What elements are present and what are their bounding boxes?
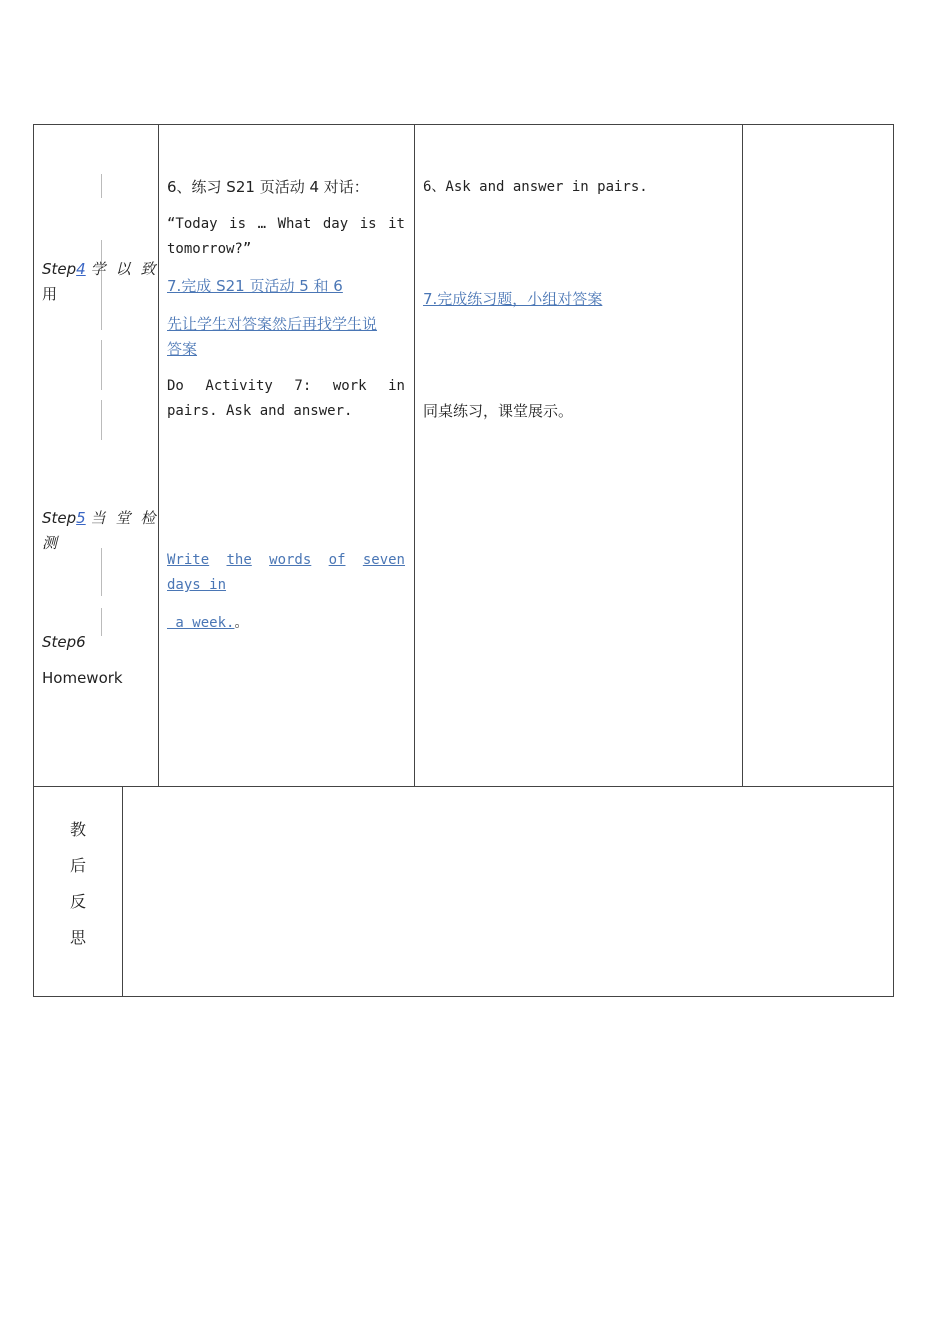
word: words bbox=[269, 552, 312, 568]
reflection-char: 后 bbox=[69, 856, 86, 875]
word: is bbox=[359, 216, 377, 232]
homework-label: Homework bbox=[42, 669, 123, 687]
word: work bbox=[332, 378, 367, 394]
word: of bbox=[328, 552, 346, 568]
word: … bbox=[257, 216, 266, 232]
homework-write-line1[interactable] bbox=[167, 548, 405, 573]
reflection-char: 教 bbox=[69, 820, 86, 839]
activity7-line2: pairs. Ask and answer. bbox=[167, 403, 353, 419]
faint-mark bbox=[101, 240, 102, 330]
student-item-6: 6、Ask and answer in pairs. bbox=[423, 179, 648, 195]
student-item-7-link[interactable]: 7.完成练习题，小组对答案 bbox=[423, 290, 603, 308]
column-divider-3 bbox=[742, 124, 743, 786]
teacher-item-7-note[interactable]: 先让学生对答案然后再找学生说 bbox=[167, 315, 378, 333]
teacher-item-7-link[interactable]: 7.完成 S21 页活动 5 和 6 bbox=[167, 277, 343, 295]
faint-mark bbox=[101, 174, 102, 198]
homework-write-line3 bbox=[167, 611, 248, 636]
dialogue-prompt-line1 bbox=[167, 212, 405, 237]
reflection-char: 思 bbox=[69, 928, 86, 947]
word: seven bbox=[362, 552, 405, 568]
word: Activity bbox=[205, 378, 273, 394]
step4-number: 4 bbox=[76, 260, 86, 278]
reflection-char: 反 bbox=[69, 892, 86, 911]
word: Do bbox=[167, 378, 184, 394]
column-divider-1 bbox=[158, 124, 159, 786]
step5-label bbox=[42, 506, 166, 531]
reflection-content-area[interactable] bbox=[123, 787, 893, 996]
word: Write bbox=[167, 552, 210, 568]
word: in bbox=[388, 378, 405, 394]
reflection-label bbox=[66, 812, 90, 956]
step5-label-cont: 测 bbox=[42, 534, 58, 552]
dialogue-prompt-line2: tomorrow?” bbox=[167, 241, 252, 257]
homework-write-line2[interactable]: days in bbox=[167, 577, 227, 593]
word: “Today bbox=[167, 216, 218, 232]
faint-mark bbox=[101, 608, 102, 636]
step4-label-cont: 用 bbox=[42, 285, 58, 303]
word: it bbox=[388, 216, 405, 232]
step4-chinese: 学以致 bbox=[90, 260, 166, 278]
word: the bbox=[226, 552, 252, 568]
column-divider-2 bbox=[414, 124, 415, 786]
faint-mark bbox=[101, 340, 102, 390]
student-pair-practice: 同桌练习，课堂展示。 bbox=[423, 402, 574, 420]
step4-prefix: Step bbox=[42, 260, 77, 278]
period-mark: 。 bbox=[234, 615, 249, 631]
teacher-item-7-note-cont[interactable]: 答案 bbox=[167, 340, 198, 358]
step4-label bbox=[42, 257, 166, 282]
teacher-item-6: 6、练习 S21 页活动 4 对话： bbox=[167, 178, 369, 196]
faint-mark bbox=[101, 548, 102, 596]
step5-number: 5 bbox=[76, 509, 86, 527]
word: is bbox=[229, 216, 246, 232]
step5-chinese: 当堂检 bbox=[90, 509, 166, 527]
lesson-table bbox=[33, 124, 894, 787]
word: day bbox=[322, 216, 349, 232]
homework-write-week[interactable]: a week. bbox=[167, 615, 235, 631]
word: 7: bbox=[294, 378, 312, 394]
word: What bbox=[277, 216, 312, 232]
step6-label: Step6 bbox=[42, 633, 86, 651]
faint-mark bbox=[101, 400, 102, 440]
step5-prefix: Step bbox=[42, 509, 77, 527]
activity7-line1 bbox=[167, 374, 405, 399]
